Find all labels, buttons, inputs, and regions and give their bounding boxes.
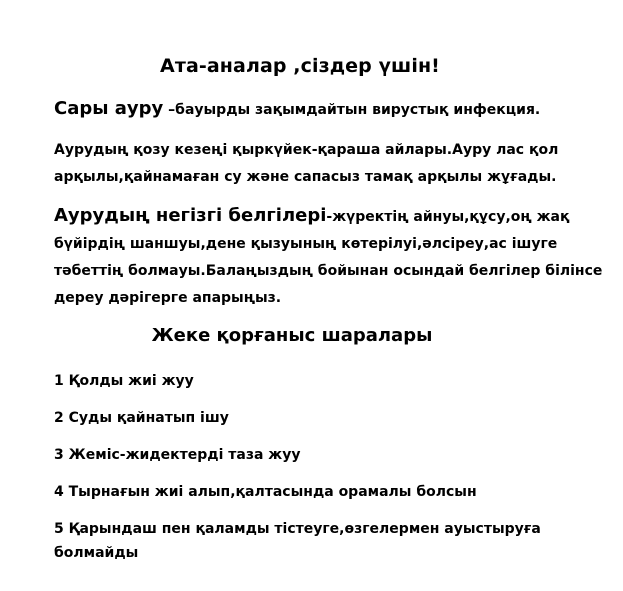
page-title: Ата-аналар ,сіздер үшін!: [160, 55, 440, 77]
transmission-paragraph: Аурудың қозу кезеңі қыркүйек-қараша айлары.Ауру лас қол арқылы,қайнамаған су және сапасыз тамақ арқылы жұғады.: [54, 142, 559, 185]
prevention-list: [54, 369, 614, 578]
list-item: 2 Суды қайнатып ішу: [54, 410, 229, 426]
list-item: 1 Қолды жиі жуу: [54, 373, 194, 389]
list-item: 3 Жеміс-жидектерді таза жуу: [54, 447, 301, 463]
list-item: 4 Тырнағын жиі алып,қалтасында орамалы болсын: [54, 484, 477, 500]
symptoms-text: -жүректің айнуы,құсу,оң жақ бүйірдің шаншуы,дене қызуының көтерілуі,әлсіреу,ас ішуге тәбеттің болмауы.Балаңыздың бойынан осындай белгілер білінсе дереу дәрігерге апарыңыз.: [54, 209, 603, 306]
disease-definition-text: –бауырды зақымдайтын вирустық инфекция.: [168, 102, 541, 118]
symptoms-paragraph: [54, 202, 614, 312]
disease-term: Сары ауру: [54, 98, 164, 119]
list-item: 5 Қарындаш пен қаламды тістеуге,өзгелермен ауыстыруға болмайды: [54, 521, 541, 561]
symptoms-lead: Аурудың негізгі белгілері: [54, 205, 327, 226]
prevention-heading: Жеке қорғаныс шаралары: [151, 325, 433, 346]
disease-definition: [54, 95, 614, 124]
